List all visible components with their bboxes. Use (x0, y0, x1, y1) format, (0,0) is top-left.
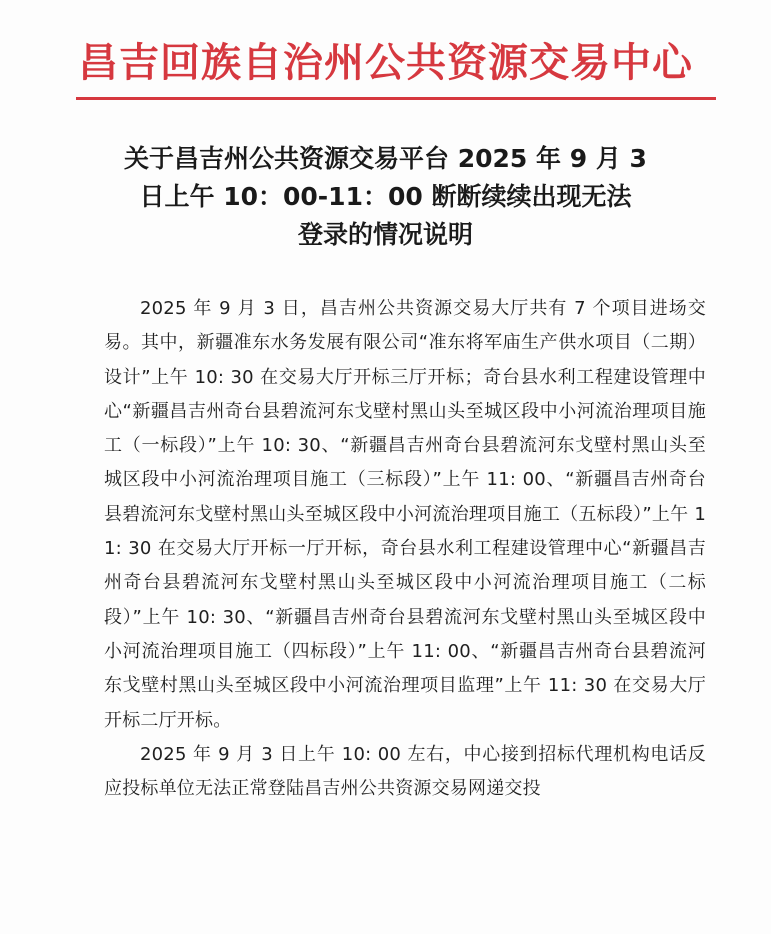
body-paragraph: 2025 年 9 月 3 日，昌吉州公共资源交易大厅共有 7 个项目进场交易。其中，新疆准东水务发展有限公司“准东将军庙生产供水项目（二期）设计”上午 10: 30 在交易大厅开标三厅开标；奇台县水利工程建设管理中心“新疆昌吉州奇台县碧流河东戈壁村黑山头至城区段中小河流治理项目施工（一标段）”上午 10: 30、“新疆昌吉州奇台县碧流河东戈壁村黑山头至城区段中小河流治理项目施工（三标段）”上午 11: 00、“新疆昌吉州奇台县碧流河东戈壁村黑山头至城区段中小河流治理项目施工（五标段）”上午 11: 30 在交易大厅开标一厅开标，奇台县水利工程建设管理中心“新疆昌吉州奇台县碧流河东戈壁村黑山头至城区段中小河流治理项目施工（二标段）”上午 10: 30、“新疆昌吉州奇台县碧流河东戈壁村黑山头至城区段中小河流治理项目施工（四标段）”上午 11: 00、“新疆昌吉州奇台县碧流河东戈壁村黑山头至城区段中小河流治理项目监理”上午 11: 30 在交易大厅开标二厅开标。 (104, 298, 706, 731)
title-line: 日上午 10：00-11：00 断断续续出现无法 (139, 182, 632, 211)
document-title (60, 140, 711, 254)
header-divider (76, 97, 716, 100)
document-body (104, 292, 706, 806)
body-paragraph: 2025 年 9 月 3 日上午 10: 00 左右，中心接到招标代理机构电话反应投标单位无法正常登陆昌吉州公共资源交易网递交投 (104, 743, 706, 800)
title-line: 关于昌吉州公共资源交易平台 2025 年 9 月 3 (124, 144, 647, 173)
title-line: 登录的情况说明 (297, 220, 473, 249)
organization-header: 昌吉回族自治州公共资源交易中心 (78, 40, 693, 86)
